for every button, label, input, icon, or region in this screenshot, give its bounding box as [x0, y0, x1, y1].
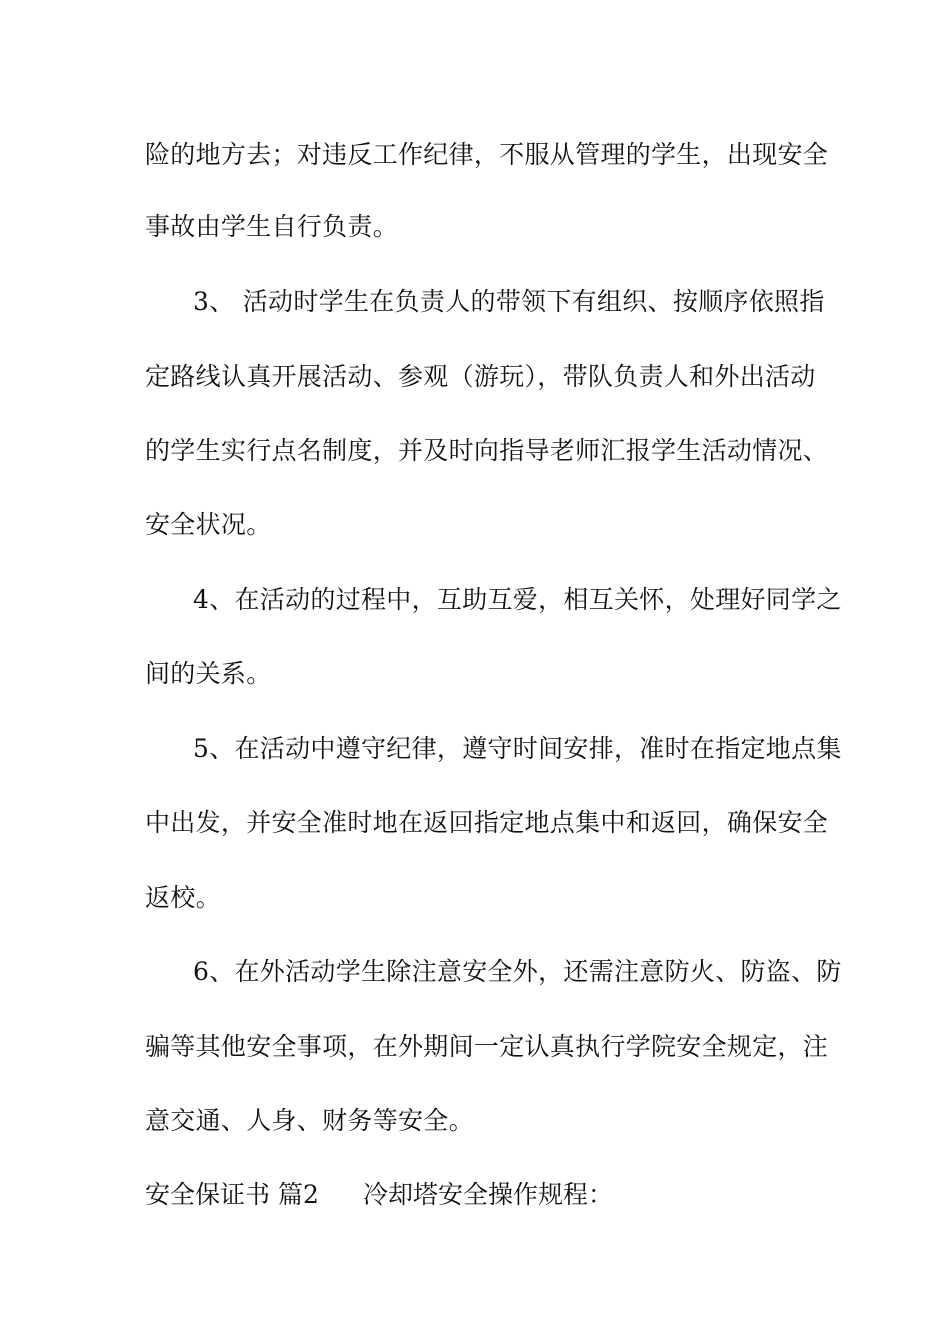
paragraph-line: 3、 活动时学生在负责人的带领下有组织、按顺序依照指 — [193, 287, 825, 316]
paragraph-line: 骗等其他安全事项，在外期间一定认真执行学院安全规定，注 — [145, 1032, 829, 1061]
paragraph-line: 险的地方去；对违反工作纪律，不服从管理的学生，出现安全 — [145, 140, 829, 169]
section-title: 安全保证书 篇2 — [145, 1180, 319, 1209]
paragraph-line: 的学生实行点名制度，并及时向指导老师汇报学生活动情况、 — [145, 436, 829, 465]
paragraph-line: 安全状况。 — [145, 510, 272, 539]
paragraph-line: 5、在活动中遵守纪律，遵守时间安排，准时在指定地点集 — [193, 734, 842, 763]
paragraph-line: 意交通、人身、财务等安全。 — [145, 1106, 474, 1135]
paragraph-line: 事故由学生自行负责。 — [145, 212, 399, 241]
paragraph-line: 中出发，并安全准时地在返回指定地点集中和返回，确保安全 — [145, 808, 829, 837]
paragraph-line: 定路线认真开展活动、参观（游玩），带队负责人和外出活动 — [145, 362, 816, 391]
paragraph-line: 返校。 — [145, 883, 221, 912]
paragraph-line: 4、在活动的过程中，互助互爱，相互关怀，处理好同学之 — [193, 585, 842, 614]
section-subtitle: 冷却塔安全操作规程： — [363, 1180, 614, 1209]
paragraph-line: 间的关系。 — [145, 659, 272, 688]
paragraph-line: 6、在外活动学生除注意安全外，还需注意防火、防盗、防 — [193, 957, 842, 986]
